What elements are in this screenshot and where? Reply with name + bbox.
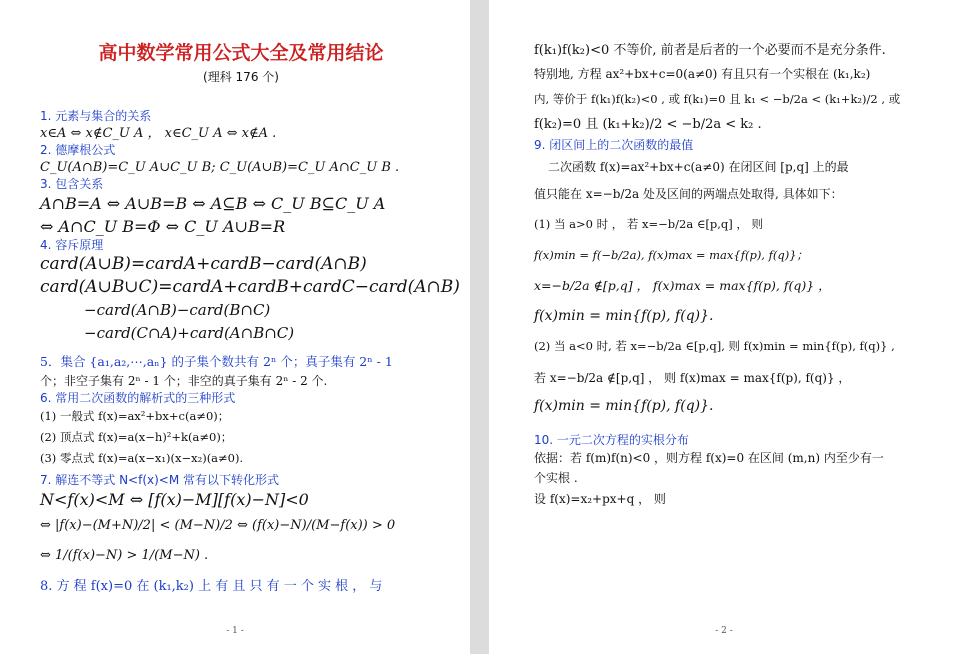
section-7-formula-3: ⇔ 1/(f(x)−N) > 1/(M−N) . — [40, 548, 209, 563]
section-3-formula-2: ⇔ A∩C_U B=Φ ⇔ C_U A∪B=R — [40, 217, 286, 236]
section-3-heading: 3. 包含关系 — [40, 177, 104, 191]
section-6-form-3: (3) 零点式 f(x)=a(x−x₁)(x−x₂)(a≠0). — [40, 451, 244, 465]
page-number: - 1 - — [226, 626, 244, 636]
section-4-formula-2: card(A∪B∪C)=cardA+cardB+cardC−card(A∩B) — [40, 277, 460, 297]
section-7-formula-2: ⇔ |f(x)−(M+N)/2| < (M−N)/2 ⇔ (f(x)−N)/(M−f(x)) > 0 — [40, 518, 396, 533]
section-2-formula: C_U(A∩B)=C_U A∪C_U B; C_U(A∪B)=C_U A∩C_U B . — [40, 160, 400, 175]
section-6-form-1: (1) 一般式 f(x)=ax²+bx+c(a≠0)； — [40, 409, 230, 423]
section-9-heading: 9. 闭区间上的二次函数的最值 — [534, 138, 694, 152]
section-5-line-1: 5．集合 {a₁,a₂,⋯,aₙ} 的子集个数共有 2ⁿ 个；真子集有 2ⁿ - 1 — [40, 354, 393, 369]
section-9-line-1: 二次函数 f(x)=ax²+bx+c(a≠0) 在闭区间 [p,q] 上的最 — [548, 160, 849, 174]
section-10-heading: 10. 一元二次方程的实根分布 — [534, 433, 689, 447]
section-9-line-4: f(x)min = f(−b/2a), f(x)max = max{f(p), f(q)}； — [534, 248, 809, 262]
section-3-formula-1: A∩B=A ⇔ A∪B=B ⇔ A⊆B ⇔ C_U B⊆C_U A — [40, 194, 386, 213]
page-number: - 2 - — [715, 626, 733, 636]
continuation-line-1: f(k₁)f(k₂)<0 不等价, 前者是后者的一个必要而不是充分条件. — [534, 43, 886, 58]
section-1-formula: x∈A ⇔ x∉C_U A ， x∈C_U A ⇔ x∉A . — [40, 126, 277, 141]
section-2-heading: 2. 德摩根公式 — [40, 143, 116, 157]
section-9-line-5: x=−b/2a ∉[p,q] ， f(x)max = max{f(p), f(q)} ， — [534, 278, 831, 293]
page-2 — [489, 0, 959, 654]
section-9-line-9: f(x)min = min{f(p), f(q)}. — [534, 398, 714, 414]
section-7-formula-1: N<f(x)<M ⇔ [f(x)−M][f(x)−N]<0 — [40, 490, 309, 509]
section-9-line-2: 值只能在 x=−b/2a 处及区间的两端点处取得, 具体如下： — [534, 187, 843, 201]
document-title: 高中数学常用公式大全及常用结论 — [98, 42, 384, 64]
page-gutter — [470, 0, 489, 654]
section-5-line-2: 个；非空子集有 2ⁿ - 1 个；非空的真子集有 2ⁿ - 2 个. — [40, 374, 328, 388]
document-subtitle: (理科 176 个) — [203, 70, 279, 84]
section-6-form-2: (2) 顶点式 f(x)=a(x−h)²+k(a≠0)； — [40, 430, 233, 444]
section-9-line-7: (2) 当 a<0 时, 若 x=−b/2a ∈[p,q], 则 f(x)min = min{f(p), f(q)} , — [534, 339, 895, 353]
continuation-line-2: 特别地, 方程 ax²+bx+c=0(a≠0) 有且只有一个实根在 (k₁,k₂) — [534, 67, 871, 81]
section-4-heading: 4. 容斥原理 — [40, 238, 104, 252]
section-4-formula-1: card(A∪B)=cardA+cardB−card(A∩B) — [40, 254, 367, 274]
section-10-line-1: 依据：若 f(m)f(n)<0 ，则方程 f(x)=0 在区间 (m,n) 内至少有一 — [534, 451, 884, 465]
section-7-heading: 7. 解连不等式 N<f(x)<M 常有以下转化形式 — [40, 473, 280, 487]
continuation-line-4: f(k₂)=0 且 (k₁+k₂)/2 < −b/2a < k₂ . — [534, 117, 762, 132]
section-4-formula-3: −card(A∩B)−card(B∩C)−card(C∩A)+card(A∩B∩C) — [84, 301, 295, 342]
continuation-line-3: 内, 等价于 f(k₁)f(k₂)<0 , 或 f(k₁)=0 且 k₁ < −b/2a < (k₁+k₂)/2 , 或 — [534, 92, 901, 106]
section-10-line-3: 设 f(x)=x₂+px+q ， 则 — [534, 492, 666, 506]
section-1-heading: 1. 元素与集合的关系 — [40, 109, 152, 123]
page-1 — [0, 0, 470, 654]
section-9-line-6: f(x)min = min{f(p), f(q)}. — [534, 308, 714, 324]
section-9-line-3: (1) 当 a>0 时 ， 若 x=−b/2a ∈[p,q] ， 则 — [534, 217, 764, 231]
section-10-line-2: 个实根 . — [534, 471, 578, 485]
section-9-line-8: 若 x=−b/2a ∉[p,q] ， 则 f(x)max = max{f(p), f(q)} ， — [534, 371, 851, 385]
section-8-line-1: 8. 方 程 f(x)=0 在 (k₁,k₂) 上 有 且 只 有 一 个 实 根 ， 与 — [40, 579, 383, 594]
section-6-heading: 6. 常用二次函数的解析式的三种形式 — [40, 391, 236, 405]
